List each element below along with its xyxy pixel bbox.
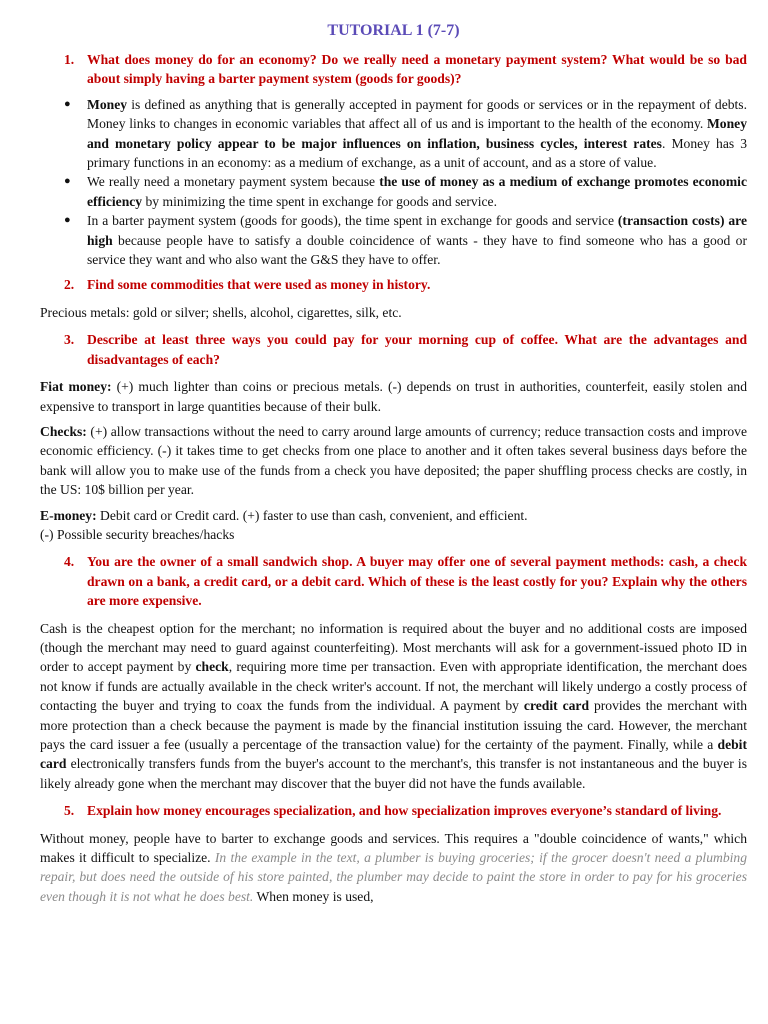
bold-term: check: [195, 659, 229, 675]
italic-example: In the example in the text, a plumber is buying groceries; if the grocer doesn't need a plumbing repair, but does need the outside of his store painted, the plumber may decide to paint the store in order to pay for his groceries even though it is not what he does best.: [40, 850, 747, 904]
question-number: 5.: [64, 803, 75, 819]
paragraph-text: , requiring more time per transaction. Even with appropriate identification, the merchant does not know if funds are actually available in the check writer's account. If not, the merchant will likely undergo a costly process of contacting the buyer and trying to coax the funds from the individual. A payment by: [40, 659, 747, 714]
paragraph-text: (+) allow transactions without the need to carry around large amounts of currency; reduce transaction costs and improve economic efficiency. (-) it takes time to get checks from one place to another and it often takes several business days before the bank will allow you to make use of the funds from a check you have deposited; the paper shuffling process checks are costly, in the US: 10$ billion per year.: [40, 423, 747, 498]
question-text: Explain how money encourages specialization, and how specialization improves everyone’s standard of living.: [87, 803, 722, 819]
bold-term: Checks:: [40, 423, 87, 439]
bullet-item: [40, 95, 747, 173]
question-text: You are the owner of a small sandwich shop. A buyer may offer one of several payment methods: cash, a check drawn on a bank, a credit card, or a debit card. Which of these is the least costly for you? Explain why the others are more expensive.: [87, 554, 747, 609]
bullet-text: In a barter payment system (goods for goods), the time spent in exchange for goods and service: [87, 213, 618, 229]
paragraph-text: (+) much lighter than coins or precious metals. (-) depends on trust in authorities, counterfeit, easily stolen and expensive to transport in large quantities because of their bulk.: [40, 379, 747, 414]
bullet-icon: ●: [64, 214, 71, 227]
bold-term: credit card: [523, 698, 590, 714]
bullet-text: . Money has 3 primary functions in an economy: as a medium of exchange, as a unit of account, and as a store of value.: [87, 135, 747, 171]
answer-5: [40, 829, 747, 907]
bullet-text: because people have to satisfy a double coincidence of wants - they have to find someone who has a good or service they want and who also want the G&S they have to offer.: [87, 232, 747, 268]
answer-checks: [40, 422, 747, 500]
bold-phrase: the use of money as a medium of exchange promotes economic efficiency: [87, 174, 747, 209]
question-text: Describe at least three ways you could pay for your morning cup of coffee. What are the advantages and disadvantages of each?: [87, 332, 747, 367]
bold-phrase: (transaction costs) are high: [87, 213, 747, 248]
bullet-text: We really need a monetary payment system because: [87, 174, 380, 190]
answer-fiat-money: [40, 377, 747, 416]
answer-e-money: [40, 506, 747, 545]
question-2: [40, 275, 747, 294]
bullet-icon: ●: [64, 97, 71, 110]
question-text: What does money do for an economy? Do we really need a monetary payment system? What would be so bad about simply having a barter payment system (goods for goods)?: [87, 52, 747, 87]
paragraph-text: Without money, people have to barter to exchange goods and services. This requires a "double coincidence of wants," which makes it difficult to specialize.: [40, 830, 747, 866]
page-title: TUTORIAL 1 (7-7): [327, 22, 460, 39]
bullet-text: is defined as anything that is generally accepted in payment for goods or services or in the repayment of debts. Money links to changes in economic variables that affect all of us and is important to the health of the economy.: [87, 96, 747, 132]
paragraph-text: When money is used,: [253, 888, 374, 904]
bold-term: debit card: [40, 737, 747, 772]
paragraph-text: Debit card or Credit card. (+) faster to use than cash, convenient, and efficient.: [96, 507, 528, 523]
bold-term: E-money:: [40, 507, 97, 523]
bullet-item: [40, 172, 747, 211]
question-number: 2.: [64, 277, 75, 293]
question-1: [40, 50, 747, 89]
bullet-icon: ●: [64, 175, 71, 188]
paragraph-text: provides the merchant with more protection than a check because the payment is made by the financial institution issuing the card. However, the merchant pays the card issuer a fee (usually a percentage of the transaction value) for the certainty of the payment. Finally, while a: [40, 698, 747, 752]
paragraph-text: (-) Possible security breaches/hacks: [40, 526, 235, 542]
paragraph-text: electronically transfers funds from the buyer's account to the merchant's, this transfer is not instantaneous and the buyer is likely already gone when the merchant may discover that the buyer did not have the funds available.: [40, 756, 747, 791]
bullet-text: by minimizing the time spent in exchange for goods and service.: [142, 193, 497, 209]
paragraph-text: Cash is the cheapest option for the merchant; no information is required about the buyer and no additional costs are imposed (though the merchant may need to guard against counterfeiting). Most merchants will ask for a government-issued photo ID in order to accept payment by: [40, 620, 747, 675]
question-text: Find some commodities that were used as money in history.: [87, 277, 431, 293]
question-4: [40, 552, 747, 610]
question-5: [40, 801, 747, 820]
question-number: 4.: [64, 554, 75, 570]
document-page: [40, 20, 747, 906]
bold-term: Fiat money:: [40, 379, 112, 395]
answer-4: [40, 619, 747, 794]
question-number: 1.: [64, 52, 75, 67]
bold-term: Money: [87, 96, 128, 112]
bullet-item: [40, 211, 747, 269]
question-number: 3.: [64, 332, 75, 348]
question-3: [40, 330, 747, 369]
answer-1-bullets: [40, 95, 747, 270]
bold-phrase: Money and monetary policy appear to be major influences on inflation, business cycles, interest rates: [87, 116, 747, 151]
answer-2: Precious metals: gold or silver; shells, alcohol, cigarettes, silk, etc.: [40, 304, 402, 320]
